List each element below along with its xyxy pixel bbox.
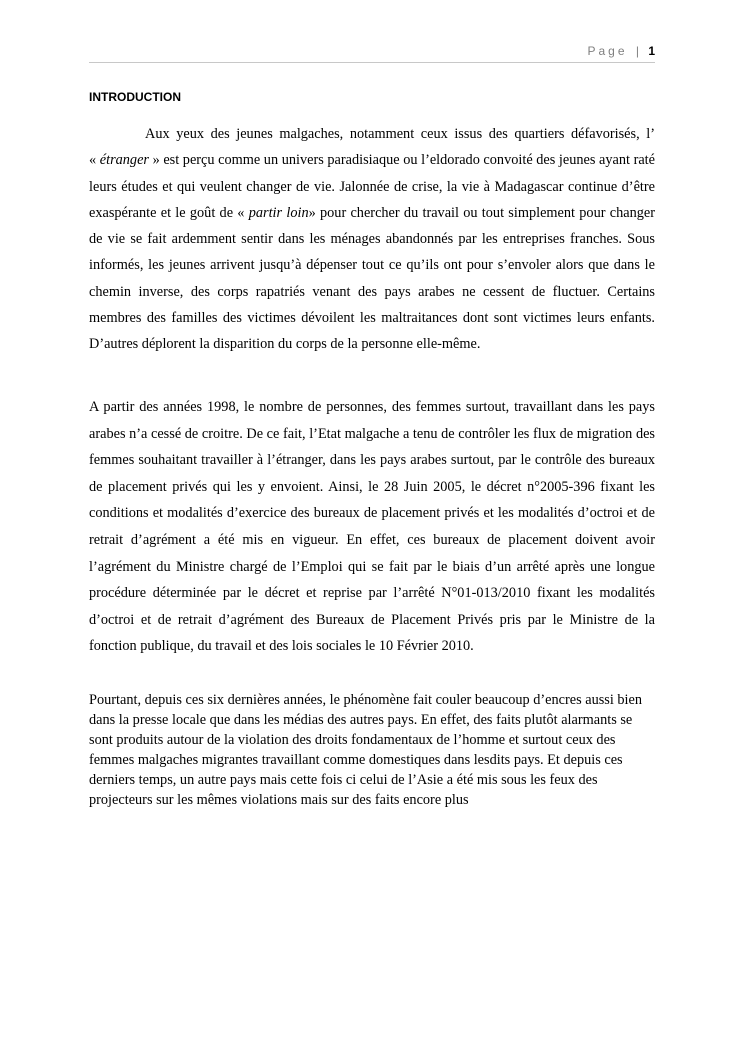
paragraph-2: A partir des années 1998, le nombre de personnes, des femmes surtout, travaillant dans les pays arabes n’a cessé de croitre. De ce fait, l’Etat malgache a tenu de contrôler les flux de migration des femmes souhaitant travailler à l’étranger, dans les pays arabes surtout, par le contrôle des bureaux de placement privés qui les y envoient. Ainsi, le 28 Juin 2005, le décret n°2005-396 fixant les conditions et modalités d’exercice des bureaux de placement privés et les modalités d’octroi et de retrait d’agrément a été mis en vigueur. En effet, ces bureaux de placement doivent avoir l’agrément du Ministre chargé de l’Emploi qui se fait par le biais d’un arrêté après une longue procédure déterminée par le décret et reprise par l’arrêté N°01-013/2010 fixant les modalités d’octroi et de retrait d’agrément des Bureaux de Placement Privés pris par le Ministre de la fonction publique, du travail et des lois sociales le 10 Février 2010. — [89, 399, 655, 655]
section-heading: INTRODUCTION — [89, 90, 181, 104]
page-number: 1 — [648, 44, 655, 58]
page-label: Page — [587, 44, 628, 58]
paragraph-1 — [89, 121, 655, 358]
paragraph-3: Pourtant, depuis ces six dernières années, le phénomène fait couler beaucoup d’encres aussi bien dans la presse locale que dans les médias des autres pays. En effet, des faits plutôt alarmants se sont produits autour de la violation des droits fondamentaux de l’homme et surtout ceux des femmes malgaches migrantes travaillant comme domestiques dans lesdits pays. Et depuis ces derniers temps, un autre pays mais cette fois ci celui de l’Asie a été mis sous les feux des projecteurs sur les mêmes violations mais sur des faits encore plus — [89, 692, 643, 808]
page-header — [89, 40, 655, 63]
paragraph-1-italic-a: étranger — [99, 152, 149, 169]
paragraph-1-italic-b: partir loin — [248, 204, 309, 221]
paragraph-1-text-b: » est perçu comme un univers paradisiaque ou l’eldorado convoité des jeunes ayant raté leurs études et qui veulent changer de vie. Jalonnée de crise, la vie à Madagascar continue d’être exaspérante et le goût de « — [89, 152, 655, 221]
paragraph-1-text-a: Aux yeux des jeunes malgaches, notamment ceux issus des quartiers défavorisés, l’ « — [89, 126, 655, 169]
paragraph-1-text-c: » pour chercher du travail ou tout simplement pour changer de vie se fait ardemment sentir dans les ménages abandonnés par les entreprises franches. Sous informés, les jeunes arrivent jusqu’à dépenser tout ce qu’ils ont pour s’envoler alors que dans le chemin inverse, des corps rapatriés venant des pays arabes ne cessent de fluctuer. Certains membres des familles des victimes dévoilent les maltraitances dont sont victimes leurs enfants. D’autres déplorent la disparition du corps de la personne elle-même. — [89, 204, 655, 353]
page-number-label — [587, 44, 655, 58]
page-separator: | — [635, 44, 639, 58]
